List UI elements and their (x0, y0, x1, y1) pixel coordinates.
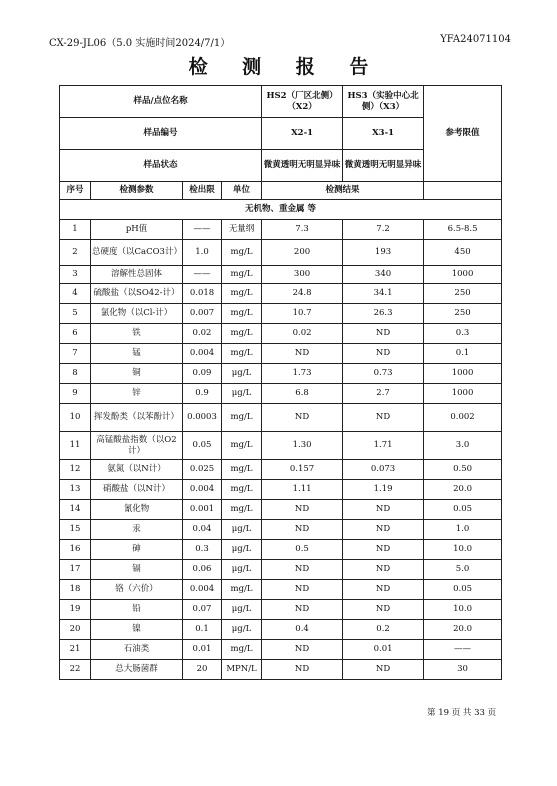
row-result-x2: 0.157 (262, 460, 343, 480)
row-param: 氯化物（以Cl-计） (91, 304, 183, 324)
table-row (60, 344, 502, 364)
row-seq: 9 (60, 384, 91, 404)
row-limit: 1.0 (183, 240, 222, 266)
table-row (60, 520, 502, 540)
row-result-x2: 300 (262, 266, 343, 284)
row-result-x2: 10.7 (262, 304, 343, 324)
table-row (60, 540, 502, 560)
row-unit: mg/L (222, 460, 262, 480)
row-result-x3: 193 (343, 240, 424, 266)
row-result-x2: ND (262, 520, 343, 540)
section-header: 无机物、重金属 等 (60, 200, 502, 220)
point2-no: X3-1 (343, 118, 424, 150)
row-param: 镍 (91, 620, 183, 640)
row-limit: 0.004 (183, 480, 222, 500)
sample-name-label: 样品/点位名称 (60, 86, 262, 118)
row-param: 铜 (91, 364, 183, 384)
row-limit: 0.06 (183, 560, 222, 580)
row-result-x2: ND (262, 500, 343, 520)
row-result-x3: ND (343, 660, 424, 680)
row-result-x3: 340 (343, 266, 424, 284)
row-seq: 19 (60, 600, 91, 620)
row-result-x2: 200 (262, 240, 343, 266)
row-ref-limit: 5.0 (424, 560, 502, 580)
row-param: 氨氮（以N计） (91, 460, 183, 480)
row-param: 铬（六价） (91, 580, 183, 600)
row-unit: mg/L (222, 500, 262, 520)
row-ref-limit: 20.0 (424, 480, 502, 500)
row-ref-limit: —— (424, 640, 502, 660)
row-limit: 0.1 (183, 620, 222, 640)
row-limit: 0.3 (183, 540, 222, 560)
document-code: CX-29-JL06（5.0 实施时间2024/7/1） (49, 38, 231, 49)
row-ref-limit: 1000 (424, 364, 502, 384)
row-limit: 0.04 (183, 520, 222, 540)
row-unit: mg/L (222, 404, 262, 432)
row-result-x2: ND (262, 640, 343, 660)
row-result-x3: ND (343, 600, 424, 620)
row-seq: 11 (60, 432, 91, 460)
row-param: 氰化物 (91, 500, 183, 520)
row-seq: 13 (60, 480, 91, 500)
row-result-x2: ND (262, 660, 343, 680)
row-seq: 16 (60, 540, 91, 560)
row-seq: 1 (60, 220, 91, 240)
row-param: pH值 (91, 220, 183, 240)
row-result-x3: 2.7 (343, 384, 424, 404)
row-limit: 0.02 (183, 324, 222, 344)
row-result-x2: 1.11 (262, 480, 343, 500)
row-seq: 10 (60, 404, 91, 432)
row-unit: mg/L (222, 640, 262, 660)
row-limit: 0.05 (183, 432, 222, 460)
row-result-x2: 6.8 (262, 384, 343, 404)
row-unit: μg/L (222, 620, 262, 640)
table-row (60, 304, 502, 324)
row-result-x2: 0.4 (262, 620, 343, 640)
row-ref-limit: 0.1 (424, 344, 502, 364)
point1-no: X2-1 (262, 118, 343, 150)
row-result-x3: ND (343, 560, 424, 580)
row-result-x2: 1.73 (262, 364, 343, 384)
row-ref-limit: 450 (424, 240, 502, 266)
col-ref-header-empty (424, 182, 502, 200)
row-seq: 15 (60, 520, 91, 540)
row-ref-limit: 0.05 (424, 580, 502, 600)
row-seq: 2 (60, 240, 91, 266)
row-limit: 0.9 (183, 384, 222, 404)
table-row (60, 364, 502, 384)
row-param: 石油类 (91, 640, 183, 660)
row-limit: 0.018 (183, 284, 222, 304)
row-result-x2: ND (262, 344, 343, 364)
row-result-x2: 0.5 (262, 540, 343, 560)
row-seq: 4 (60, 284, 91, 304)
sample-state-label: 样品状态 (60, 150, 262, 182)
row-param: 硝酸盐（以N计） (91, 480, 183, 500)
row-param: 砷 (91, 540, 183, 560)
row-result-x3: ND (343, 580, 424, 600)
row-limit: 0.001 (183, 500, 222, 520)
row-result-x3: ND (343, 500, 424, 520)
row-param: 高锰酸盐指数（以O2计） (91, 432, 183, 460)
row-ref-limit: 20.0 (424, 620, 502, 640)
row-param: 溶解性总固体 (91, 266, 183, 284)
point2-state: 微黄透明无明显异味 (343, 150, 424, 182)
row-ref-limit: 250 (424, 284, 502, 304)
col-result-header: 检测结果 (262, 182, 424, 200)
row-seq: 21 (60, 640, 91, 660)
row-limit: 0.0003 (183, 404, 222, 432)
ref-limit-label: 参考限值 (424, 86, 502, 182)
row-seq: 8 (60, 364, 91, 384)
row-unit: mg/L (222, 266, 262, 284)
row-param: 挥发酚类（以苯酚计） (91, 404, 183, 432)
row-unit: MPN/L (222, 660, 262, 680)
row-limit: 0.004 (183, 580, 222, 600)
row-result-x3: ND (343, 540, 424, 560)
row-unit: μg/L (222, 560, 262, 580)
row-seq: 7 (60, 344, 91, 364)
row-result-x2: 0.02 (262, 324, 343, 344)
row-result-x2: 24.8 (262, 284, 343, 304)
row-limit: 0.09 (183, 364, 222, 384)
row-unit: μg/L (222, 520, 262, 540)
row-seq: 20 (60, 620, 91, 640)
row-ref-limit: 0.002 (424, 404, 502, 432)
results-table (59, 85, 502, 680)
row-param: 总硬度（以CaCO3计） (91, 240, 183, 266)
row-param: 汞 (91, 520, 183, 540)
point1-state: 微黄透明无明显异味 (262, 150, 343, 182)
row-limit: —— (183, 220, 222, 240)
row-seq: 18 (60, 580, 91, 600)
table-row (60, 600, 502, 620)
row-result-x3: 0.073 (343, 460, 424, 480)
row-result-x2: ND (262, 580, 343, 600)
row-ref-limit: 1000 (424, 266, 502, 284)
row-result-x3: ND (343, 520, 424, 540)
row-result-x2: 1.30 (262, 432, 343, 460)
row-unit: mg/L (222, 344, 262, 364)
row-result-x3: 0.2 (343, 620, 424, 640)
row-unit: mg/L (222, 580, 262, 600)
row-ref-limit: 30 (424, 660, 502, 680)
row-result-x3: 34.1 (343, 284, 424, 304)
table-row (60, 284, 502, 304)
row-result-x3: 0.01 (343, 640, 424, 660)
row-param: 镉 (91, 560, 183, 580)
row-ref-limit: 0.3 (424, 324, 502, 344)
col-limit-header: 检出限 (183, 182, 222, 200)
row-unit: μg/L (222, 364, 262, 384)
row-result-x3: 1.19 (343, 480, 424, 500)
table-row (60, 384, 502, 404)
row-ref-limit: 6.5-8.5 (424, 220, 502, 240)
table-row (60, 560, 502, 580)
page-title: 检 测 报 告 (188, 56, 383, 78)
row-ref-limit: 0.05 (424, 500, 502, 520)
row-param: 锰 (91, 344, 183, 364)
row-limit: 20 (183, 660, 222, 680)
row-limit: 0.01 (183, 640, 222, 660)
row-seq: 12 (60, 460, 91, 480)
row-unit: μg/L (222, 384, 262, 404)
row-ref-limit: 10.0 (424, 600, 502, 620)
row-unit: mg/L (222, 324, 262, 344)
row-ref-limit: 1.0 (424, 520, 502, 540)
col-param-header: 检测参数 (91, 182, 183, 200)
point1-name: HS2（厂区北侧）（X2） (262, 86, 343, 118)
row-seq: 17 (60, 560, 91, 580)
sample-no-label: 样品编号 (60, 118, 262, 150)
table-row (60, 620, 502, 640)
row-result-x3: 0.73 (343, 364, 424, 384)
table-row (60, 660, 502, 680)
row-unit: mg/L (222, 432, 262, 460)
row-result-x3: 7.2 (343, 220, 424, 240)
row-result-x2: ND (262, 404, 343, 432)
table-row (60, 324, 502, 344)
row-unit: mg/L (222, 284, 262, 304)
col-seq-header: 序号 (60, 182, 91, 200)
row-ref-limit: 1000 (424, 384, 502, 404)
row-param: 总大肠菌群 (91, 660, 183, 680)
row-seq: 3 (60, 266, 91, 284)
row-seq: 5 (60, 304, 91, 324)
table-row (60, 220, 502, 240)
row-unit: μg/L (222, 540, 262, 560)
row-limit: —— (183, 266, 222, 284)
row-param: 铁 (91, 324, 183, 344)
row-limit: 0.004 (183, 344, 222, 364)
row-unit: mg/L (222, 240, 262, 266)
row-param: 锌 (91, 384, 183, 404)
row-result-x2: ND (262, 560, 343, 580)
table-row (60, 460, 502, 480)
table-row (60, 240, 502, 266)
row-result-x3: 1.71 (343, 432, 424, 460)
row-result-x2: ND (262, 600, 343, 620)
row-result-x3: ND (343, 344, 424, 364)
table-row (60, 404, 502, 432)
page-number: 第 19 页 共 33 页 (427, 708, 497, 718)
table-row (60, 640, 502, 660)
row-limit: 0.025 (183, 460, 222, 480)
table-row (60, 266, 502, 284)
table-row (60, 432, 502, 460)
row-unit: mg/L (222, 480, 262, 500)
col-unit-header: 单位 (222, 182, 262, 200)
row-ref-limit: 3.0 (424, 432, 502, 460)
report-number: YFA24071104 (440, 34, 511, 45)
point2-name: HS3（实验中心北侧）（X3） (343, 86, 424, 118)
row-ref-limit: 0.50 (424, 460, 502, 480)
row-seq: 6 (60, 324, 91, 344)
row-param: 硫酸盐（以SO42-计） (91, 284, 183, 304)
table-row (60, 480, 502, 500)
row-seq: 14 (60, 500, 91, 520)
row-result-x3: ND (343, 324, 424, 344)
row-ref-limit: 250 (424, 304, 502, 324)
table-row (60, 500, 502, 520)
row-ref-limit: 10.0 (424, 540, 502, 560)
row-limit: 0.007 (183, 304, 222, 324)
row-limit: 0.07 (183, 600, 222, 620)
row-param: 铅 (91, 600, 183, 620)
row-unit: mg/L (222, 304, 262, 324)
row-result-x3: ND (343, 404, 424, 432)
row-result-x3: 26.3 (343, 304, 424, 324)
table-row (60, 580, 502, 600)
row-unit: 无量纲 (222, 220, 262, 240)
row-seq: 22 (60, 660, 91, 680)
row-unit: μg/L (222, 600, 262, 620)
row-result-x2: 7.3 (262, 220, 343, 240)
